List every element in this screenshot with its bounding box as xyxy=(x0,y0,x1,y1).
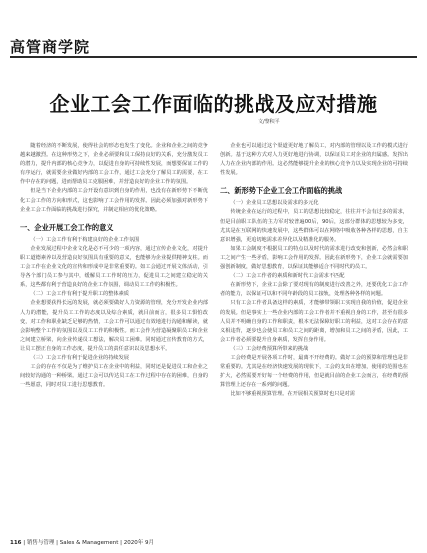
paragraph: 工会的存在不仅是为了维护员工在企业中的利益，同时还是促进员工和企业之间较好沟通的一种桥梁。通过工会可以传达员工在工作过程中存在的困难，自身的一些愿意，同时对员工进行思想教育。 xyxy=(20,364,208,389)
issue-date: 2020年 9月 xyxy=(123,540,154,546)
paragraph: 只有工会工作者具备这样的素质，才能够带领职工实现自我的价值，促进企业的发展。但是事实上一些企业内部的工会工作者并不重视自身的工作，甚至有很多人员并不明确自身的工作和职责，根本无法保障好职工的利益，这对工会存在的意义相违背，逐步也会使员工和员工之间的距离，增加和员工之间的矛盾，因此，工会工作者必须要提升自身素质，发挥自身作用。 xyxy=(220,300,408,343)
article-author: 文/黎积平 xyxy=(258,119,280,125)
footer-separator: | xyxy=(23,540,26,546)
paragraph: 但是当下企业内部的工会开设有意识到自身的作用，也没有在新形势下不断优化工会工作的方向和形式，这也影响了工会作用的发挥。因此必须加强对新形势下企业工会工作面临的挑战进行探究，并制定相应的优化策略。 xyxy=(20,188,208,213)
section-heading: 一、企业开展工会工作的意义 xyxy=(20,222,114,232)
paragraph: 企业想要获得长远的发展，就必须要做好人力资源的管理，充分开发企业内部人力的潜能，提升员工工作的态度以及综合素质，就目前而言，很多员工惧怕改变，对工作和职业缺乏足够的热情，工会工作可以通过有效地进行沟通和解读，就会影响整个工作的氛围以及员工工作的积极性。而工会作为营造凝聚职员工和企业之间建立桥梁，向企业传递员工想法，解决员工困难。同时通过宣传教育的方式，让员工摆正自身的工作态度，提升员工的责任意识以及思想水平。 xyxy=(20,300,208,352)
section-title: 高管商学院 xyxy=(10,38,91,56)
section-heading: 二、新形势下企业工会工作面临的挑战 xyxy=(220,186,343,196)
section-banner xyxy=(10,36,417,58)
paragraph: 企业也可以通过这个渠道更好地了解员工，对内部的管理以及工作的模式进行创新。基于这种方式对人力更好地进行协调，以保证员工对企业的归属感。发挥出人力在企业内部的作用。这必然能够提升企业的核心竞争力以及实现企业的可持续性发展。 xyxy=(220,143,408,177)
subsection-heading: （一）工会工作有利于构建良好的企业工作氛围 xyxy=(30,236,140,243)
page-number: 116 xyxy=(10,540,22,546)
paragraph: 工会经费是开展各项工作时，最离不开经费的。做好工会的预算和管理也是非常重要的。尤其是在经济快速发展的现状下，工会的支出在增加，使用的范围也在扩大，必然需要开好每一个经费的作用，但是就目前的企业工会而言，在经费的预算管理上还存在一系列的问题。 xyxy=(220,354,408,389)
magazine-name: 销售与管理 xyxy=(26,540,55,546)
article-title: 企业工会工作面临的挑战及应对措施 xyxy=(49,92,378,116)
subsection-heading: （一）企业员工思想以及需求的多元化 xyxy=(230,200,319,207)
footer-separator: | xyxy=(56,540,58,546)
paragraph: 传统企业在运行的过程中，员工的思想比较稳定，往往并不会有过多的需求，但是目前职工队伍的主力军对较普遍00后，90后，这部分群体的思想较为多变，尤其是在互联网的快速发展中，这些群体可以在网络中吸收各种各样的思想，自主意识增强，更追切地需求差异化以及精准化的服务。 xyxy=(220,209,408,243)
paragraph: 随着经济的不断发展，使得社会的形态也发生了变化。企业和企业之间的竞争越来越激烈。在这种形势之下，企业必须要和员工保持良好的关系，充分激发员工的潜力，提升内部的核心竞争力，以促进自身的可持续性发展，而想要保证工作的有序运行，就需要企业做好内部的工会工作，通过工会充分了解员工的需要，在工作中存在的问题，进而帮助员工克服困难，并营造良好的企业工作的氛围。 xyxy=(20,143,208,186)
footer-separator: | xyxy=(120,540,122,546)
subsection-heading: （三）工会经费预算所带来的挑战 xyxy=(230,345,309,352)
left-column xyxy=(20,128,208,390)
subsection-heading: （二）工会工作有利于提升职工的整体素质 xyxy=(30,291,129,298)
right-column xyxy=(220,128,408,399)
subsection-heading: （三）工会工作有利于促进企业的持续发展 xyxy=(30,354,129,361)
paragraph: 在新形势下，企业工会除了要对现有的制度进行改善之外，还要优化工会工作者的能力，以保证可以和不同年龄段的员工接轨，处理各种各样的问题。 xyxy=(220,282,408,298)
paragraph: 企业发展过程中企业文化是必不可少的一项内容，通过宣传企业文化，对提升职工道德素养以及营造良好氛围具有重要的意义，也能够为企业提供精神支柱。而工会工作在企业文化的宣传和形成中是非常重要的。如工会通过开展文体活动，引导各个部门员工参与其中，缓解员工工作时的压力，促进员工之间建立稳定的关系，这些都有利于营造良好的企业工作氛围，调动员工工作的积极性。 xyxy=(20,245,208,289)
paragraph: 比如不够重视预算管理。在开展相关预算时也只是对需 xyxy=(230,391,355,398)
magazine-english-name: Sales & Management xyxy=(59,540,119,546)
subsection-heading: （二）工会工作者的素质和新时代工会需求不匹配 xyxy=(230,273,345,280)
paragraph: 如果工会制度不根据员工的特点以及时代的需求进行改变和创新，必然会和职工之间产生一些矛盾，影响工会作用的发挥。因此在新形势下，企业工会就需要加强创新制度，做好思想教育，以保证其能够适合不同时代的员工。 xyxy=(220,245,408,271)
page-footer xyxy=(10,538,154,546)
